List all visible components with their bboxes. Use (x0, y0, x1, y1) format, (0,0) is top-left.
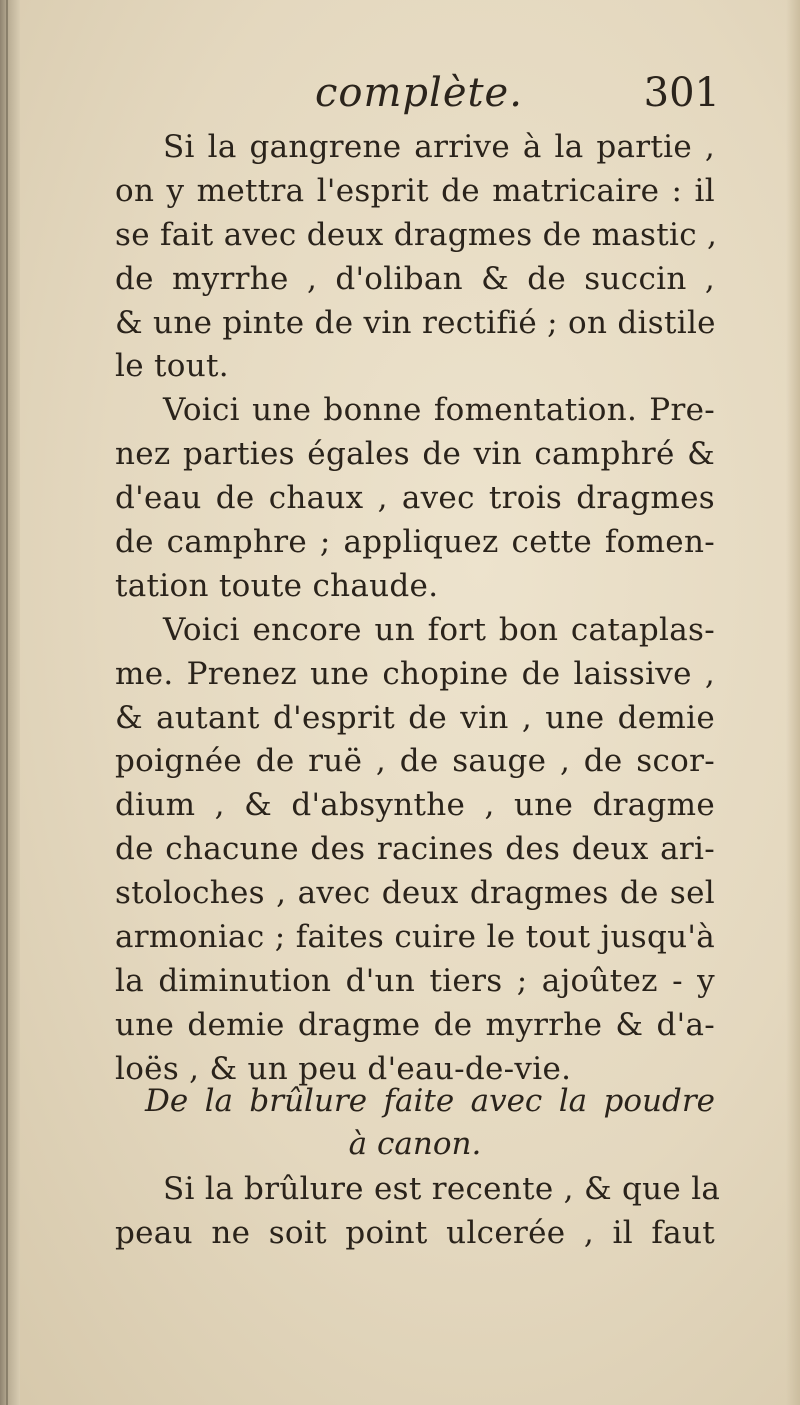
text-line: poignée de ruë , de sauge , de scor- (115, 743, 715, 780)
text-line: & une pinte de vin rectifié ; on distile (115, 304, 716, 341)
text-line: Si la gangrene arrive à la partie , (163, 129, 715, 165)
body-text (115, 126, 718, 1092)
page-gutter (0, 0, 20, 1405)
text-line: on y mettra l'esprit de matricaire : il (115, 172, 715, 209)
section-heading-line: De la brûlure faite avec la poudre (145, 1083, 715, 1119)
text-line: stoloches , avec deux dragmes de sel (115, 875, 715, 912)
section-heading (115, 1080, 715, 1166)
text-line: peau ne soit point ulcerée , il faut (115, 1214, 715, 1251)
page-header (110, 70, 720, 130)
section-heading-line: à canon. (348, 1126, 482, 1162)
page-edge-shadow (786, 0, 800, 1405)
text-line: de camphre ; appliquez cette fomen- (115, 524, 715, 561)
text-line: nez parties égales de vin camphré & (115, 436, 715, 473)
text-line: de chacune des racines des deux ari- (115, 831, 715, 868)
text-line: tation toute chaude. (115, 567, 439, 604)
text-line: se fait avec deux dragmes de mastic , (115, 216, 718, 253)
text-line: Voici encore un fort bon cataplas- (163, 611, 715, 648)
text-line: la diminution d'un tiers ; ajoûtez - y (115, 962, 715, 999)
text-line: une demie dragme de myrrhe & d'a- (115, 1006, 715, 1043)
running-head: complète. (315, 70, 523, 116)
text-line: de myrrhe , d'oliban & de succin , (115, 260, 715, 297)
text-line: Si la brûlure est recente , & que la (163, 1171, 721, 1207)
text-line: me. Prenez une chopine de laissive , (115, 655, 715, 692)
text-line: armoniac ; faites cuire le tout jusqu'à (115, 919, 715, 956)
text-line: loës , & un peu d'eau-de-vie. (115, 1050, 572, 1087)
text-line: & autant d'esprit de vin , une demie (115, 699, 715, 736)
section-body (115, 1168, 721, 1256)
binding-line (6, 0, 8, 1405)
text-line: le tout. (115, 348, 229, 385)
text-line: d'eau de chaux , avec trois dragmes (115, 480, 715, 517)
text-line: dium , & d'absynthe , une dragme (115, 787, 715, 824)
text-line: Voici une bonne fomentation. Pre- (163, 392, 715, 429)
page-number: 301 (643, 70, 720, 116)
